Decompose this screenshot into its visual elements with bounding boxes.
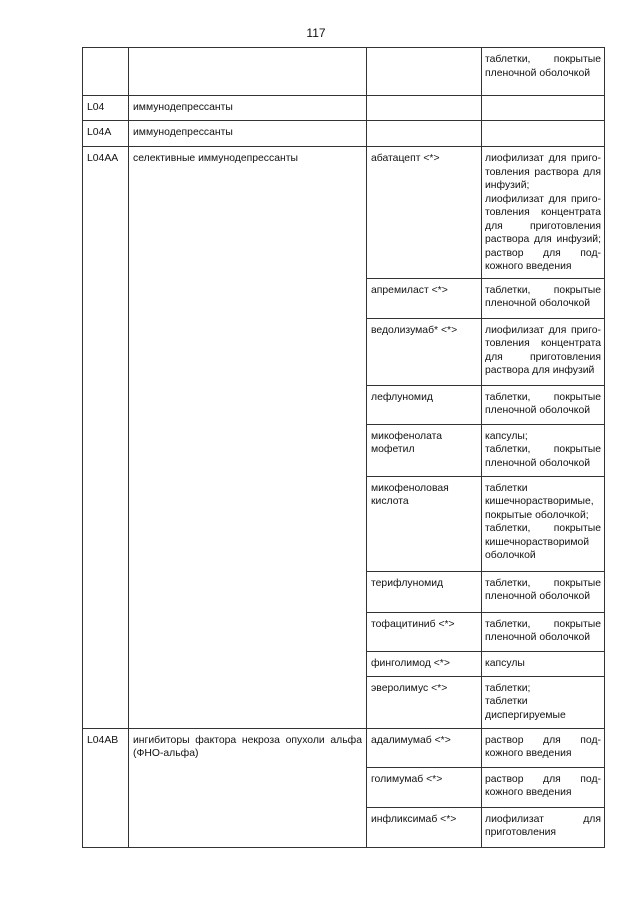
drug-name-cell: эверолимус <*>: [367, 676, 482, 728]
drug-name-cell: ведолизумаб* <*>: [367, 318, 482, 385]
dosage-form-cell: таблетки, покрытые пленочной оболочкой: [482, 278, 605, 318]
dosage-form-cell: таблетки; таблетки диспергируемые: [482, 676, 605, 728]
drug-name-cell: инфликсимаб <*>: [367, 807, 482, 847]
atc-code-cell: L04AB: [83, 728, 129, 847]
dosage-form-cell: таблетки, покрытые пленочной оболочкой: [482, 385, 605, 424]
dosage-form-cell: таблетки, покрытые пленочной оболочкой: [482, 612, 605, 651]
dosage-form-cell: таблетки кишечнорастворимые, покрытые оболочкой; таблетки, покрытые кишечнорастворимой оболочкой: [482, 476, 605, 571]
dosage-form-cell: лиофилизат для приго- товления раствора для инфузий; лиофилизат для приго- товления концентрата для приготовления раствора для инфузий; раствор для под- кожного введения: [482, 147, 605, 279]
drug-name-cell: лефлуномид: [367, 385, 482, 424]
dosage-form-cell: лиофилизат для приготовления: [482, 807, 605, 847]
atc-code-cell: L04: [83, 96, 129, 121]
dosage-form-cell: раствор для под- кожного введения: [482, 767, 605, 807]
table-row: [83, 48, 605, 96]
drug-name-cell: микофеноловая кислота: [367, 476, 482, 571]
drug-table: [82, 47, 605, 848]
dosage-form-cell: лиофилизат для приго- товления концентрата для приготовления раствора для инфузий: [482, 318, 605, 385]
drug-name-cell: голимумаб <*>: [367, 767, 482, 807]
group-name-cell: [129, 48, 367, 96]
drug-name-cell: абатацепт <*>: [367, 147, 482, 279]
atc-code-cell: [83, 48, 129, 96]
dosage-form-cell: капсулы: [482, 651, 605, 676]
atc-code-cell: L04A: [83, 121, 129, 147]
group-name-cell: иммунодепрессанты: [129, 96, 367, 121]
drug-name-cell: адалимумаб <*>: [367, 728, 482, 767]
drug-name-cell: микофенолата мофетил: [367, 424, 482, 476]
dosage-form-cell: [482, 96, 605, 121]
drug-name-cell: [367, 48, 482, 96]
drug-name-cell: [367, 121, 482, 147]
drug-name-cell: апремиласт <*>: [367, 278, 482, 318]
group-name-cell: ингибиторы фактора некроза опухоли альфа (ФНО-альфа): [129, 728, 367, 847]
drug-name-cell: тофацитиниб <*>: [367, 612, 482, 651]
atc-code-cell: L04AA: [83, 147, 129, 729]
table-row: [83, 121, 605, 147]
dosage-form-cell: [482, 121, 605, 147]
dosage-form-cell: раствор для под- кожного введения: [482, 728, 605, 767]
dosage-form-cell: таблетки, покрытые пленочной оболочкой: [482, 48, 605, 96]
drug-name-cell: [367, 96, 482, 121]
page-number: 117: [306, 26, 326, 40]
dosage-form-cell: таблетки, покрытые пленочной оболочкой: [482, 571, 605, 612]
drug-name-cell: финголимод <*>: [367, 651, 482, 676]
table-row: [83, 96, 605, 121]
drug-name-cell: терифлуномид: [367, 571, 482, 612]
group-name-cell: иммунодепрессанты: [129, 121, 367, 147]
table-row: [83, 728, 605, 767]
table-row: [83, 147, 605, 279]
dosage-form-cell: капсулы; таблетки, покрытые пленочной оболочкой: [482, 424, 605, 476]
group-name-cell: селективные иммунодепрессанты: [129, 147, 367, 729]
